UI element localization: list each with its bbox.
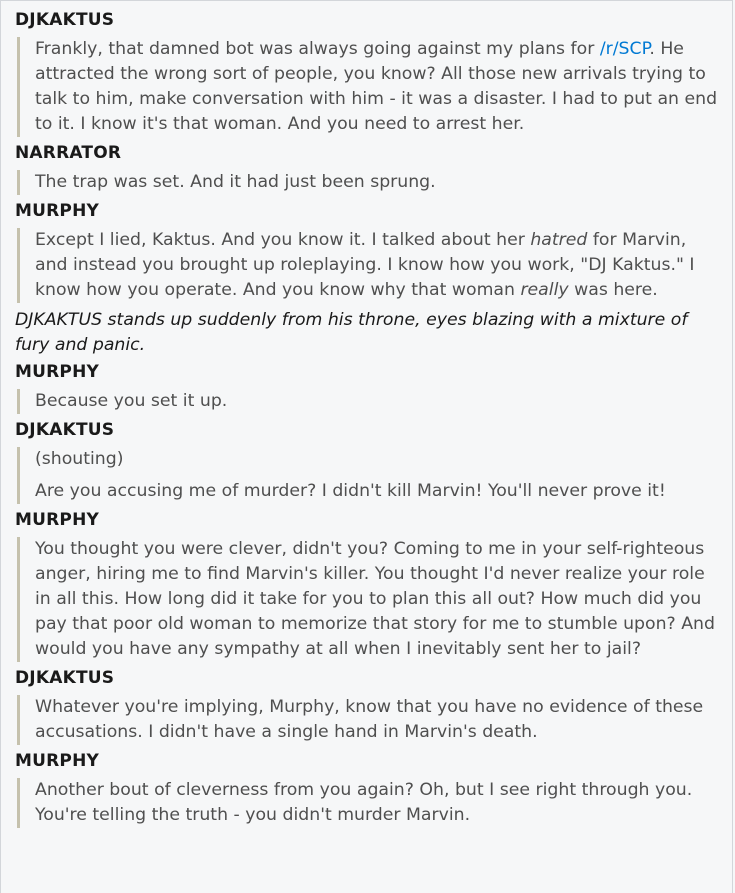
parenthetical: (shouting) (35, 449, 124, 469)
speaker-name: MURPHY (15, 201, 100, 221)
dialogue-line (35, 37, 719, 137)
dialogue-line: Whatever you're implying, Murphy, know that you have no evidence of these accusations. I didn't have a single hand in Marvin's death. (35, 697, 704, 742)
dialogue-quote (17, 695, 719, 745)
dialogue-quote (17, 447, 719, 504)
subreddit-link[interactable]: /r/SCP (599, 39, 650, 59)
dialogue-text: Frankly, that damned bot was always going against my plans for (35, 39, 600, 59)
dialogue-line: You thought you were clever, didn't you? Coming to me in your self-righteous anger, hiring me to find Marvin's killer. You thought I'd never realize your role in all this. How long did it take for you to plan this all out? How much did you pay that poor old woman to memorize that story for me to stumble upon? And would you have any sympathy at all when I inevitably sent her to jail? (35, 539, 715, 659)
dialogue-quote (17, 537, 719, 662)
dialogue-text: was here. (568, 280, 658, 300)
speaker-name: DJKAKTUS (15, 10, 115, 30)
speaker-name: MURPHY (15, 362, 100, 382)
dialogue-text: for Marvin, and instead you brought up roleplaying. I know how you work, "DJ Kaktus." I know how you operate. And you know why that woman (35, 230, 695, 300)
dialogue-line: Because you set it up. (35, 391, 228, 411)
dialogue-quote (17, 170, 719, 195)
dialogue-quote (17, 228, 719, 303)
speaker-name: DJKAKTUS (15, 420, 115, 440)
stage-direction: DJKAKTUS stands up suddenly from his throne, eyes blazing with a mixture of fury and panic. (15, 310, 688, 355)
dialogue-text: Except I lied, Kaktus. And you know it. I talked about her (35, 230, 531, 250)
dialogue-line (35, 228, 719, 303)
speaker-name: NARRATOR (15, 143, 122, 163)
dialogue-line: Are you accusing me of murder? I didn't kill Marvin! You'll never prove it! (35, 481, 666, 501)
emphasis-text: hatred (530, 230, 588, 250)
dialogue-quote (17, 389, 719, 414)
dialogue-line: Another bout of cleverness from you again? Oh, but I see right through you. You're telling the truth - you didn't murder Marvin. (35, 780, 693, 825)
dialogue-line: The trap was set. And it had just been sprung. (35, 172, 436, 192)
speaker-name: MURPHY (15, 510, 100, 530)
speaker-name: DJKAKTUS (15, 668, 115, 688)
emphasis-text: really (520, 280, 569, 300)
dialogue-text: . He attracted the wrong sort of people, you know? All those new arrivals trying to talk to him, make conversation with him - it was a disaster. I had to put an end to it. I know it's that woman. And you need to arrest her. (35, 39, 718, 134)
speaker-name: MURPHY (15, 751, 100, 771)
dialogue-quote (17, 37, 719, 137)
dialogue-quote (17, 778, 719, 828)
